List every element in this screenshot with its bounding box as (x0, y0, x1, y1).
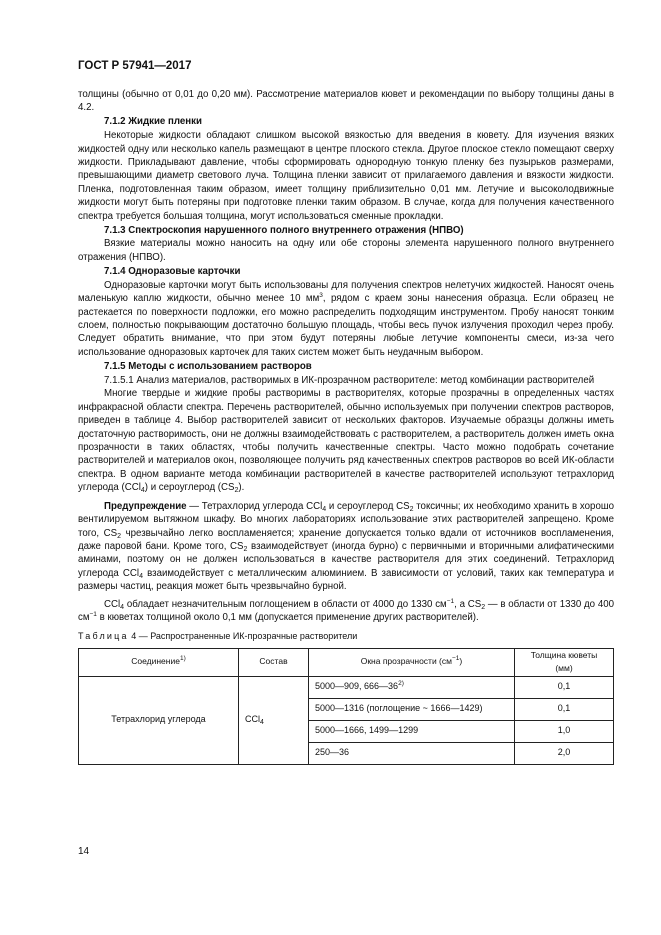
paragraph-disposable-cards: Одноразовые карточки могут быть использованы для получения спектров нелетучих жидкостей. Наносят очень маленькую каплю жидкости, обычно менее 10 $мм^3$, рядом с краем зоны нанесения образца. Если образец не растекается по поверхности подложки, его можно распределить подходящим инструментом. Пробу наносят тонким слоем, полностью покрывающим достаточно большую площадь, чтобы весь пучок излучения проходил через пробу. Следует обратить внимание, что при этом будут потеряны любые летучие компоненты смеси, из-за чего использование одноразовых карточек для таких систем может быть неудачным выбором. (78, 279, 614, 358)
section-heading-7-1-3: 7.1.3 Спектроскопия нарушенного полного внутреннего отражения (НПВО) (104, 224, 464, 236)
section-heading-7-1-4: 7.1.4 Одноразовые карточки (104, 265, 241, 277)
table-row (79, 676, 614, 698)
cell-thickness: 0,1 (515, 676, 614, 698)
header-thickness: Толщина кюветы (мм) (515, 648, 614, 676)
cell-window: 5000—1666, 1499—1299 (309, 720, 515, 742)
paragraph-continuation: толщины (обычно от 0,01 до 0,20 мм). Рассмотрение материалов кювет и рекомендации по выбору толщины даны в 4.2. (78, 89, 614, 114)
document-body (78, 88, 614, 765)
header-compound: Соединение$^{1)}$ (79, 648, 239, 676)
document-header: ГОСТ Р 57941—2017 (78, 60, 192, 72)
section-heading-7-1-5: 7.1.5 Методы с использованием растворов (104, 360, 312, 372)
cell-window: 250—36 (309, 742, 515, 764)
header-composition: Состав (239, 648, 309, 676)
cell-thickness: 2,0 (515, 742, 614, 764)
paragraph-solvents: Многие твердые и жидкие пробы растворимы в растворителях, которые прозрачны в определенных частях инфракрасной области спектра. Перечень растворителей, обычно используемых при получении спектров растворов, приведен в таблице 4. Выбор растворителей зависит от нескольких факторов. Изучаемые образцы должны иметь достаточную растворимость, они не должны взаимодействовать с растворителем, а растворитель должен иметь окна прозрачности в таких областях, чтобы получить качественные спектры. Часто можно подобрать сочетание растворителей и материалов окон, позволяющее получить ряд качественных спектров растворов во всей ИК-области спектра. В одном варианте метода комбинации растворителей в качестве растворителей используют тетрахлорид углерода (CCl$_4$) и сероуглерод $(CS_2)$. (78, 388, 614, 495)
section-heading-7-1-2: 7.1.2 Жидкие пленки (104, 116, 202, 128)
paragraph-7-1-5-1: 7.1.5.1 Анализ материалов, растворимых в ИК-прозрачном растворителе: метод комбинации растворителей (104, 374, 595, 386)
cell-window: 5000—909, 666—36$^{2)}$ (309, 676, 515, 698)
cell-formula: CCl$_4$ (239, 676, 309, 764)
warning-paragraph: Предупреждение — Тетрахлорид углерода CCl$_4$ и сероуглерод $CS_2$ токсичны; их необходимо хранить в хорошо вентилируемом вытяжном шкафу. Во многих лабораториях использование этих растворителей запрещено. Кроме того, $CS_2$ чрезвычайно легко воспламеняется; хранение допускается только вдали от источников воспламенения, даже паровой бани. Кроме того, $CS_2$ взаимодействует (иногда бурно) с первичными и вторичными алифатическими аминами, поэтому он не должен использоваться в качестве растворителя для этих соединений. Тетрахлорид углерода CCl$_4$ взаимодействует с металлическим алюминием. В зависимости от условий, таких как температура и размеры частиц, реакция может быть чрезвычайно бурной. (78, 500, 614, 593)
cell-thickness: 0,1 (515, 698, 614, 720)
header-windows: Окна прозрачности $(см^{-1})$ (309, 648, 515, 676)
page-number: 14 (78, 846, 90, 857)
paragraph-liquid-films: Некоторые жидкости обладают слишком высокой вязкостью для введения в кювету. Для изучения вязких жидкостей одну или несколько капель размещают в центре плоского стекла. Другое плоское стекло помещают сверху жидкости. Прикладывают давление, чтобы сформировать однородную тонкую пленку без пузырьков размерами, превышающими диаметр светового луча. Толщина пленки зависит от прилагаемого давления и вязкости жидкости. Пленка, подготовленная таким образом, имеет толщину приблизительно 0,01 мм. Летучие и высоколодвижные жидкости могут быть потеряны при подготовке пленки таким образом. В случае, когда для получения качественного спектра требуется большая толщина, могут использоваться сменные прокладки. (78, 130, 614, 222)
cell-window: 5000—1316 (поглощение ~ 1666—1429) (309, 698, 515, 720)
paragraph-atr: Вязкие материалы можно наносить на одну или обе стороны элемента нарушенного полного внутреннего отражения (НПВО). (78, 238, 614, 263)
cell-thickness: 1,0 (515, 720, 614, 742)
paragraph-absorption: CCl$_4$ обладает незначительным поглощением в области от 4000 до 1330 $см^{-1}$, а $CS_2$ — в области от 1330 до 400 $см^{-1}$ в кюветах толщиной около 0,1 мм (допускается применение других растворителей). (78, 597, 614, 623)
table-caption: Таблица 4 — Распространенные ИК-прозрачные растворители (78, 631, 358, 642)
table-header-row (79, 648, 614, 676)
cell-compound: Тетрахлорид углерода (79, 676, 239, 764)
solvents-table (78, 648, 614, 765)
